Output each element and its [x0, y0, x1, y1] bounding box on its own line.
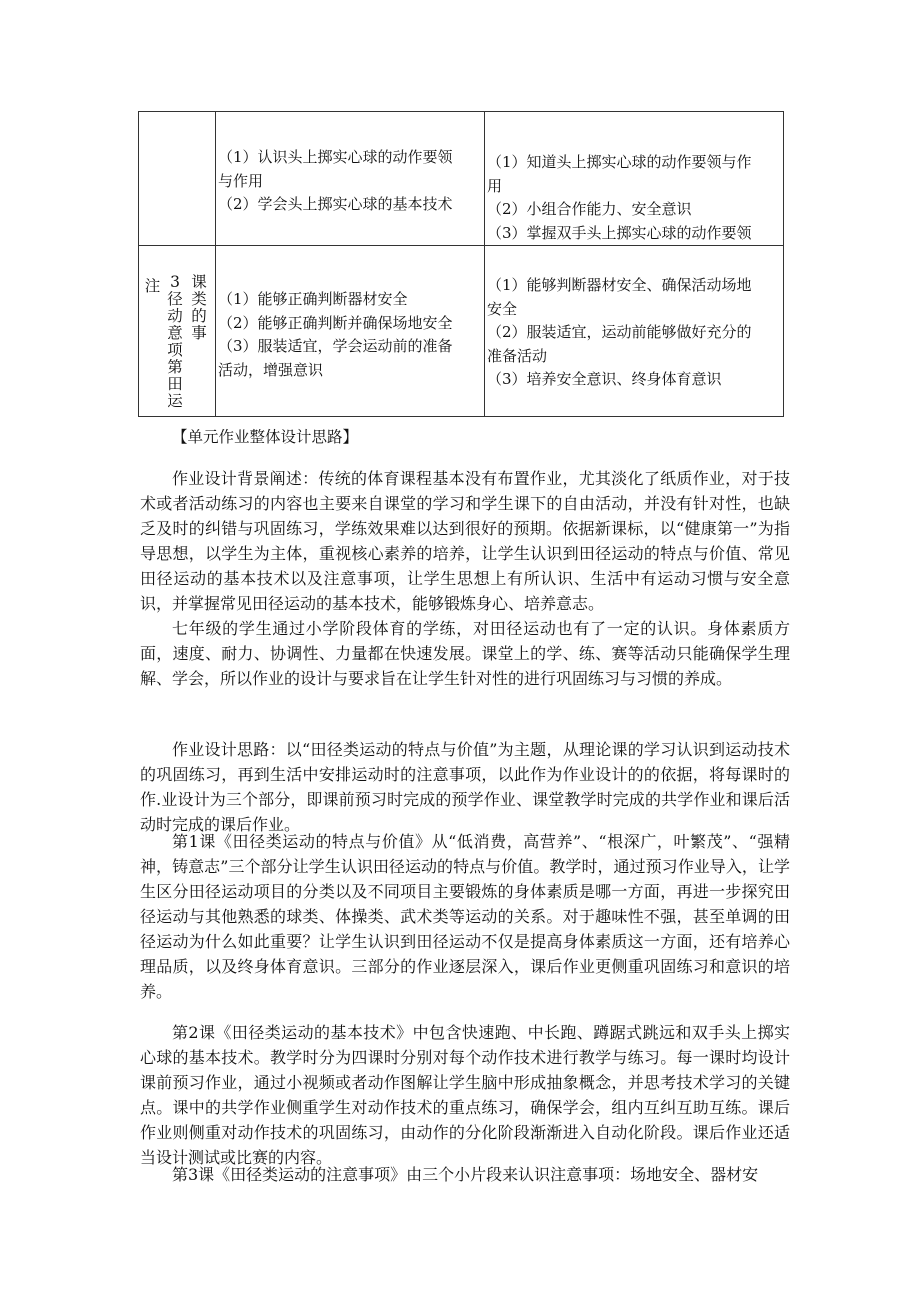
row2-left-cell — [218, 288, 484, 382]
row2-label-a: 注 — [144, 277, 161, 295]
row1-right-cell — [487, 151, 785, 245]
paragraph-text: 作业设计思路：以“田径类运动的特点与价值”为主题，从理论课的学习认识到运动技术的巩固练习，再到生活中安排运动时的注意事项，以此作为作业设计的的依据，将每课时的作.业设计为三个部分，即课前预习时完成的预学作业、课堂教学时完成的共学作业和课后活动时完成的课后作业。 — [140, 740, 790, 834]
table-divider-1 — [215, 112, 216, 416]
row1-left-line: 与作用 — [218, 171, 264, 190]
table-divider-2 — [484, 112, 485, 416]
row1-right-line: （3）掌握双手头上掷实心球的动作要领 — [487, 223, 752, 242]
paragraph-lesson2 — [140, 1020, 790, 1170]
row1-right-line: （2）小组合作能力、安全意识 — [487, 200, 692, 218]
paragraph-lesson3 — [140, 1162, 790, 1187]
row2-right-line: （2）服装适宜，运动前能够做好充分的 — [487, 323, 752, 341]
paragraph-design-idea — [140, 737, 790, 837]
row2-right-line: （3）培养安全意识、终身体育意识 — [487, 370, 722, 388]
section-heading: 【单元作业整体设计思路】 — [172, 428, 359, 446]
row1-right-line: 用 — [487, 176, 503, 195]
row2-right-cell — [487, 274, 785, 392]
row2-left-line: （3）服装适宜，学会运动前的准备 — [218, 337, 453, 355]
paragraph-grade7 — [140, 616, 790, 691]
paragraph-lesson1 — [140, 829, 790, 1004]
paragraph-text: 七年级的学生通过小学阶段体育的学练，对田径运动也有了一定的认识。身体素质方面，速度、耐力、协调性、力量都在快速发展。课堂上的学、练、赛等活动只能确保学生理解、学会，所以作业的设计与要求旨在让学生针对性的进行巩固练习与习惯的养成。 — [140, 619, 790, 688]
row2-right-line: 安全 — [487, 299, 518, 318]
row2-left-line: （2）能够正确判断并确保场地安全 — [218, 313, 453, 332]
row2-left-line: 活动，增强意识 — [218, 360, 324, 379]
row2-right-line: 准备活动 — [487, 346, 548, 365]
paragraph-text: 第2课《田径类运动的基本技术》中包含快速跑、中长跑、蹲踞式跳远和双手头上掷实心球的基本技术。教学时分为四课时分别对每个动作技术进行教学与练习。每一课时均设计课前预习作业，通过小视频或者动作图解让学生脑中形成抽象概念，并思考技术学习的关键点。课中的共学作业侧重学生对动作技术的重点练习，确保学会，组内互纠互助互练。课后作业则侧重对动作技术的巩固练习，由动作的分化阶段渐渐进入自动化阶段。课后作业还适当设计测试或比赛的内容。 — [140, 1023, 790, 1167]
row2-label-b: 3径动意项第田运 — [167, 273, 183, 410]
row2-right-line: （1）能够判断器材安全、确保活动场地 — [487, 276, 752, 294]
objectives-table — [138, 111, 784, 417]
row1-left-line: （2）学会头上掷实心球的基本技术 — [218, 195, 453, 213]
table-row-divider — [139, 245, 783, 246]
row1-left-line: （1）认识头上掷实心球的动作要领 — [218, 148, 453, 166]
row1-left-cell — [218, 146, 484, 217]
paragraph-text: 第1课《田径类运动的特点与价值》从“低消费，高营养”、“根深广，叶繁茂”、“强精神，铸意志”三个部分让学生认识田径运动的特点与价值。教学时，通过预习作业导入，让学生区分田径运动项目的分类以及不同项目主要锻炼的身体素质是哪一方面，再进一步探究田径运动与其他熟悉的球类、体操类、武术类等运动的关系。对于趣味性不强，甚至单调的田径运动为什么如此重要？让学生认识到田径运动不仅是提高身体素质这一方面，还有培养心理品质，以及终身体育意识。三部分的作业逐层深入，课后作业更侧重巩固练习和意识的培养。 — [140, 832, 790, 1001]
row1-right-line: （1）知道头上掷实心球的动作要领与作 — [487, 153, 752, 171]
paragraph-text: 作业设计背景阐述：传统的体育课程基本没有布置作业，尤其淡化了纸质作业，对于技术或者活动练习的内容也主要来自课堂的学习和学生课下的自由活动，并没有针对性，也缺乏及时的纠错与巩固练习，学练效果难以达到很好的预期。依据新课标，以“健康第一”为指导思想，以学生为主体，重视核心素养的培养，让学生认识到田径运动的特点与价值、常见田径运动的基本技术以及注意事项，让学生思想上有所认识、生活中有运动习惯与安全意识，并掌握常见田径运动的基本技术，能够锻炼身心、培养意志。 — [140, 469, 790, 613]
paragraph-text: 第3课《田径类运动的注意事项》由三个小片段来认识注意事项：场地安全、器材安 — [172, 1165, 759, 1184]
row2-left-line: （1）能够正确判断器材安全 — [218, 290, 408, 308]
paragraph-background — [140, 466, 790, 616]
row2-label-c: 课类的事 — [191, 273, 207, 342]
